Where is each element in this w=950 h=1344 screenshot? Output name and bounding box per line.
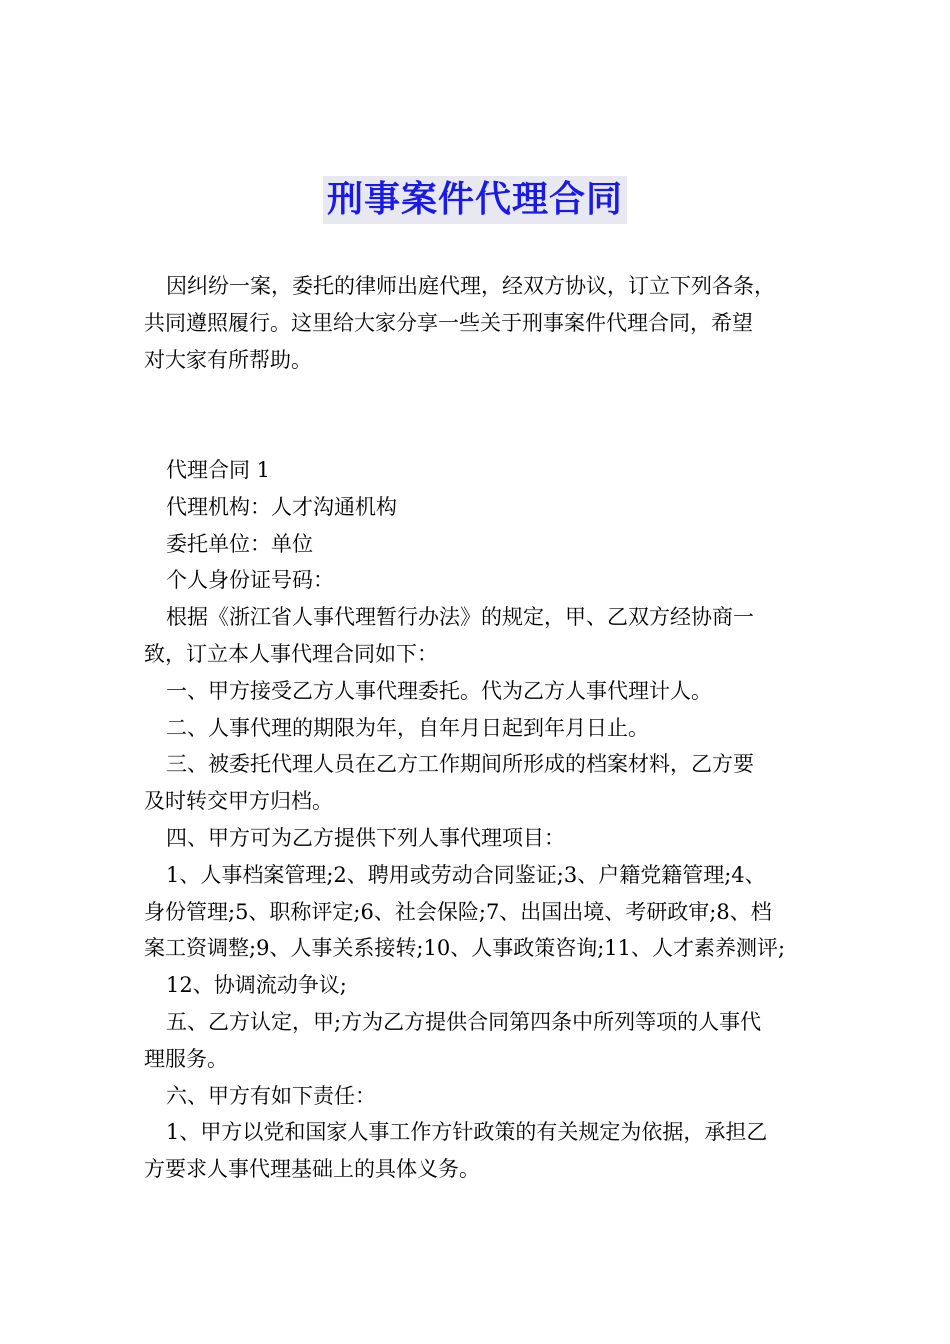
clause-line: 三、被委托代理人员在乙方工作期间所形成的档案材料，乙方要	[166, 752, 754, 777]
service-list-line: 12、协调流动争议;	[166, 973, 347, 998]
clause-line: 六、甲方有如下责任：	[166, 1083, 376, 1108]
intro-line: 共同遵照履行。这里给大家分享一些关于刑事案件代理合同，希望	[144, 310, 753, 335]
clause-line: 1、甲方以党和国家人事工作方针政策的有关规定为依据，承担乙	[166, 1120, 768, 1145]
service-list-line: 案工资调整;9、人事关系接转;10、人事政策咨询;11、人才素养测评;	[144, 936, 786, 961]
document-title	[0, 176, 950, 230]
contract-body	[144, 452, 816, 1188]
client-unit-line: 委托单位：单位	[166, 531, 313, 556]
service-list-line: 身份管理;5、职称评定;6、社会保险;7、出国出境、考研政审;8、档	[144, 899, 772, 924]
document-title-text: 刑事案件代理合同	[323, 176, 627, 224]
clause-line: 二、人事代理的期限为年，自年月日起到年月日止。	[166, 715, 649, 740]
clause-line: 理服务。	[144, 1046, 228, 1071]
intro-line: 对大家有所帮助。	[144, 347, 312, 372]
clause-line: 及时转交甲方归档。	[144, 789, 333, 814]
clause-line: 一、甲方接受乙方人事代理委托。代为乙方人事代理计人。	[166, 678, 712, 703]
contract-text-line: 致，订立本人事代理合同如下：	[144, 641, 438, 666]
intro-paragraph	[144, 268, 816, 378]
contract-heading: 代理合同 1	[166, 458, 271, 482]
clause-line: 四、甲方可为乙方提供下列人事代理项目：	[166, 825, 565, 850]
agency-line: 代理机构：人才沟通机构	[166, 494, 397, 519]
clause-line: 五、乙方认定，甲;方为乙方提供合同第四条中所列等项的人事代	[166, 1009, 762, 1034]
id-number-line: 个人身份证号码：	[166, 568, 334, 593]
intro-line: 因纠纷一案，委托的律师出庭代理，经双方协议，订立下列各条，	[166, 274, 775, 298]
clause-line: 方要求人事代理基础上的具体义务。	[144, 1157, 480, 1182]
contract-text-line: 根据《浙江省人事代理暂行办法》的规定，甲、乙双方经协商一	[166, 605, 754, 630]
service-list-line: 1、人事档案管理;2、聘用或劳动合同鉴证;3、户籍党籍管理;4、	[166, 862, 766, 887]
